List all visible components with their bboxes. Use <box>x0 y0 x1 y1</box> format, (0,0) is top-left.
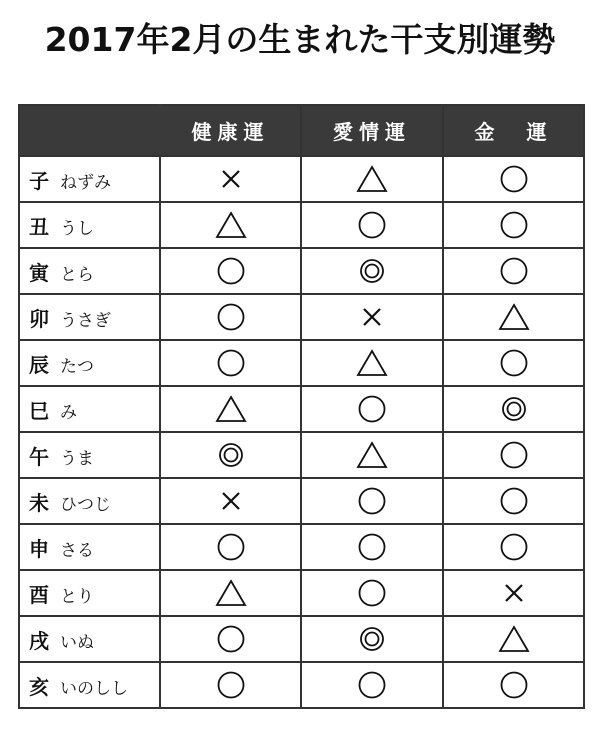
table-row <box>19 524 584 570</box>
triangle-mark-icon <box>356 348 388 378</box>
zodiac-cell <box>19 248 160 294</box>
zodiac-reading: ねずみ <box>60 172 111 193</box>
health-rating-cell <box>160 202 301 248</box>
money-rating-cell <box>443 478 584 524</box>
love-rating-cell <box>301 248 443 294</box>
zodiac-kanji: 卯 <box>29 306 49 331</box>
zodiac-reading: み <box>60 402 77 423</box>
double-circle-mark-icon <box>357 624 387 654</box>
cross-mark-icon <box>502 581 526 605</box>
circle-mark-icon <box>216 624 246 654</box>
zodiac-reading: うさぎ <box>60 310 111 331</box>
zodiac-kanji: 午 <box>29 444 49 469</box>
zodiac-kanji: 寅 <box>29 260 49 285</box>
triangle-mark-icon <box>356 440 388 470</box>
health-rating-cell <box>160 156 301 202</box>
table-row <box>19 570 584 616</box>
money-rating-cell <box>443 616 584 662</box>
circle-mark-icon <box>357 532 387 562</box>
circle-mark-icon <box>357 486 387 516</box>
money-rating-cell <box>443 294 584 340</box>
circle-mark-icon <box>216 670 246 700</box>
money-rating-cell <box>443 340 584 386</box>
triangle-mark-icon <box>215 578 247 608</box>
health-rating-cell <box>160 432 301 478</box>
table-row <box>19 294 584 340</box>
column-header-money: 金 運 <box>443 105 584 156</box>
zodiac-reading: とり <box>60 586 94 607</box>
money-rating-cell <box>443 202 584 248</box>
circle-mark-icon <box>357 670 387 700</box>
zodiac-cell <box>19 524 160 570</box>
zodiac-cell <box>19 432 160 478</box>
health-rating-cell <box>160 524 301 570</box>
love-rating-cell <box>301 156 443 202</box>
table-header-row <box>19 105 584 156</box>
zodiac-kanji: 子 <box>29 168 49 193</box>
table-row <box>19 386 584 432</box>
double-circle-mark-icon <box>357 256 387 286</box>
zodiac-reading: いのしし <box>60 678 128 699</box>
zodiac-cell <box>19 294 160 340</box>
zodiac-kanji: 酉 <box>29 582 49 607</box>
zodiac-cell <box>19 570 160 616</box>
circle-mark-icon <box>499 440 529 470</box>
circle-mark-icon <box>499 210 529 240</box>
love-rating-cell <box>301 386 443 432</box>
love-rating-cell <box>301 294 443 340</box>
health-rating-cell <box>160 386 301 432</box>
circle-mark-icon <box>499 670 529 700</box>
triangle-mark-icon <box>498 624 530 654</box>
double-circle-mark-icon <box>499 394 529 424</box>
circle-mark-icon <box>499 532 529 562</box>
page-title: 2017年2月の生まれた干支別運勢 <box>44 20 556 59</box>
zodiac-kanji: 未 <box>29 490 49 515</box>
table-row <box>19 156 584 202</box>
zodiac-kanji: 戌 <box>29 628 49 653</box>
zodiac-cell <box>19 386 160 432</box>
zodiac-kanji: 丑 <box>29 214 49 239</box>
table-row <box>19 662 584 708</box>
zodiac-cell <box>19 478 160 524</box>
circle-mark-icon <box>499 348 529 378</box>
triangle-mark-icon <box>498 302 530 332</box>
circle-mark-icon <box>499 164 529 194</box>
zodiac-cell <box>19 202 160 248</box>
zodiac-reading: うし <box>60 218 94 239</box>
money-rating-cell <box>443 524 584 570</box>
column-header-love: 愛情運 <box>301 105 443 156</box>
money-rating-cell <box>443 570 584 616</box>
love-rating-cell <box>301 432 443 478</box>
love-rating-cell <box>301 570 443 616</box>
health-rating-cell <box>160 248 301 294</box>
health-rating-cell <box>160 570 301 616</box>
circle-mark-icon <box>357 394 387 424</box>
table-row <box>19 340 584 386</box>
table-row <box>19 478 584 524</box>
love-rating-cell <box>301 616 443 662</box>
fortune-table <box>18 104 585 709</box>
circle-mark-icon <box>216 532 246 562</box>
table-row <box>19 432 584 478</box>
love-rating-cell <box>301 524 443 570</box>
zodiac-reading: たつ <box>60 356 94 377</box>
circle-mark-icon <box>216 302 246 332</box>
zodiac-reading: とら <box>60 264 94 285</box>
table-row <box>19 616 584 662</box>
money-rating-cell <box>443 662 584 708</box>
zodiac-reading: いぬ <box>60 632 94 653</box>
zodiac-reading: うま <box>60 448 94 469</box>
health-rating-cell <box>160 478 301 524</box>
double-circle-mark-icon <box>216 440 246 470</box>
circle-mark-icon <box>499 486 529 516</box>
circle-mark-icon <box>216 348 246 378</box>
health-rating-cell <box>160 662 301 708</box>
money-rating-cell <box>443 432 584 478</box>
zodiac-cell <box>19 662 160 708</box>
triangle-mark-icon <box>215 394 247 424</box>
love-rating-cell <box>301 202 443 248</box>
triangle-mark-icon <box>215 210 247 240</box>
column-header-health: 健康運 <box>160 105 301 156</box>
zodiac-kanji: 亥 <box>29 674 49 699</box>
circle-mark-icon <box>357 210 387 240</box>
love-rating-cell <box>301 478 443 524</box>
circle-mark-icon <box>499 256 529 286</box>
money-rating-cell <box>443 156 584 202</box>
zodiac-reading: さる <box>60 540 94 561</box>
zodiac-kanji: 申 <box>29 536 49 561</box>
cross-mark-icon <box>360 305 384 329</box>
cross-mark-icon <box>219 489 243 513</box>
money-rating-cell <box>443 248 584 294</box>
zodiac-cell <box>19 616 160 662</box>
health-rating-cell <box>160 616 301 662</box>
love-rating-cell <box>301 340 443 386</box>
triangle-mark-icon <box>356 164 388 194</box>
circle-mark-icon <box>216 256 246 286</box>
zodiac-kanji: 巳 <box>29 398 49 423</box>
zodiac-reading: ひつじ <box>60 494 111 515</box>
health-rating-cell <box>160 294 301 340</box>
table-row <box>19 248 584 294</box>
money-rating-cell <box>443 386 584 432</box>
love-rating-cell <box>301 662 443 708</box>
header-corner-cell <box>19 105 160 156</box>
health-rating-cell <box>160 340 301 386</box>
zodiac-cell <box>19 156 160 202</box>
cross-mark-icon <box>219 167 243 191</box>
circle-mark-icon <box>357 578 387 608</box>
table-row <box>19 202 584 248</box>
zodiac-cell <box>19 340 160 386</box>
zodiac-kanji: 辰 <box>29 352 49 377</box>
